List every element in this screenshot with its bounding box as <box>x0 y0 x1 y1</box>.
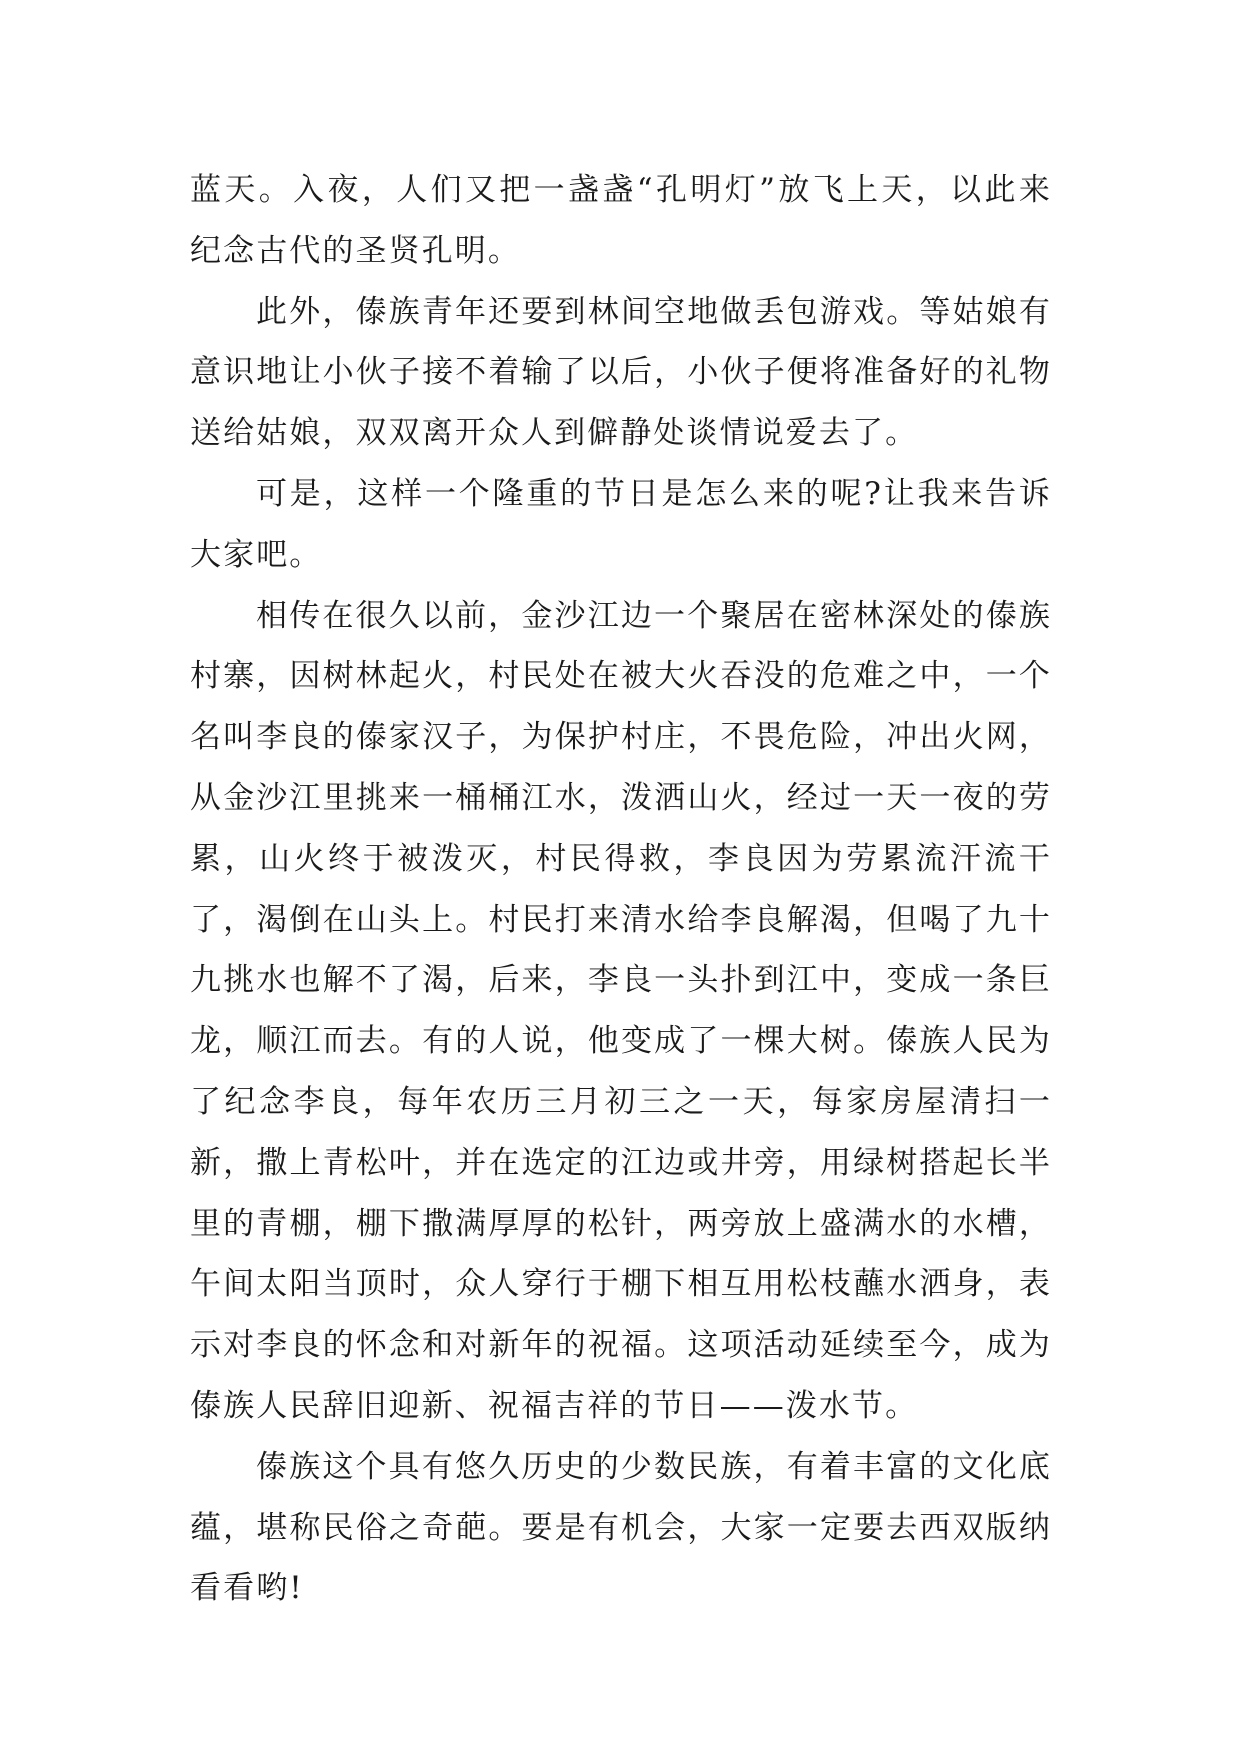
paragraph-legend: 相传在很久以前，金沙江边一个聚居在密林深处的傣族村寨，因树林起火，村民处在被大火吞没的危难之中，一个名叫李良的傣家汉子，为保护村庄，不畏危险，冲出火网，从金沙江里挑来一桶桶江水，泼洒山火，经过一天一夜的劳累，山火终于被泼灭，村民得救，李良因为劳累流汗流干了，渴倒在山头上。村民打来清水给李良解渴，但喝了九十九挑水也解不了渴，后来，李良一头扑到江中，变成一条巨龙，顺江而去。有的人说，他变成了一棵大树。傣族人民为了纪念李良，每年农历三月初三之一天，每家房屋清扫一新，撒上青松叶，并在选定的江边或井旁，用绿树搭起长半里的青棚，棚下撒满厚厚的松针，两旁放上盛满水的水槽，午间太阳当顶时，众人穿行于棚下相互用松枝蘸水洒身，表示对李良的怀念和对新年的祝福。这项活动延续至今，成为傣族人民辞旧迎新、祝福吉祥的节日——泼水节。 <box>190 597 1052 1424</box>
paragraph-conclusion: 傣族这个具有悠久历史的少数民族，有着丰富的文化底蕴，堪称民俗之奇葩。要是有机会，大家一定要去西双版纳看看哟! <box>190 1448 1052 1607</box>
document-body <box>190 160 1052 1619</box>
paragraph-question: 可是，这样一个隆重的节日是怎么来的呢?让我来告诉大家吧。 <box>190 475 1052 573</box>
paragraph-game: 此外，傣族青年还要到林间空地做丢包游戏。等姑娘有意识地让小伙子接不着输了以后，小伙子便将准备好的礼物送给姑娘，双双离开众人到僻静处谈情说爱去了。 <box>190 293 1052 452</box>
paragraph-continuation: 蓝天。入夜，人们又把一盏盏“孔明灯”放飞上天，以此来纪念古代的圣贤孔明。 <box>190 172 1052 269</box>
